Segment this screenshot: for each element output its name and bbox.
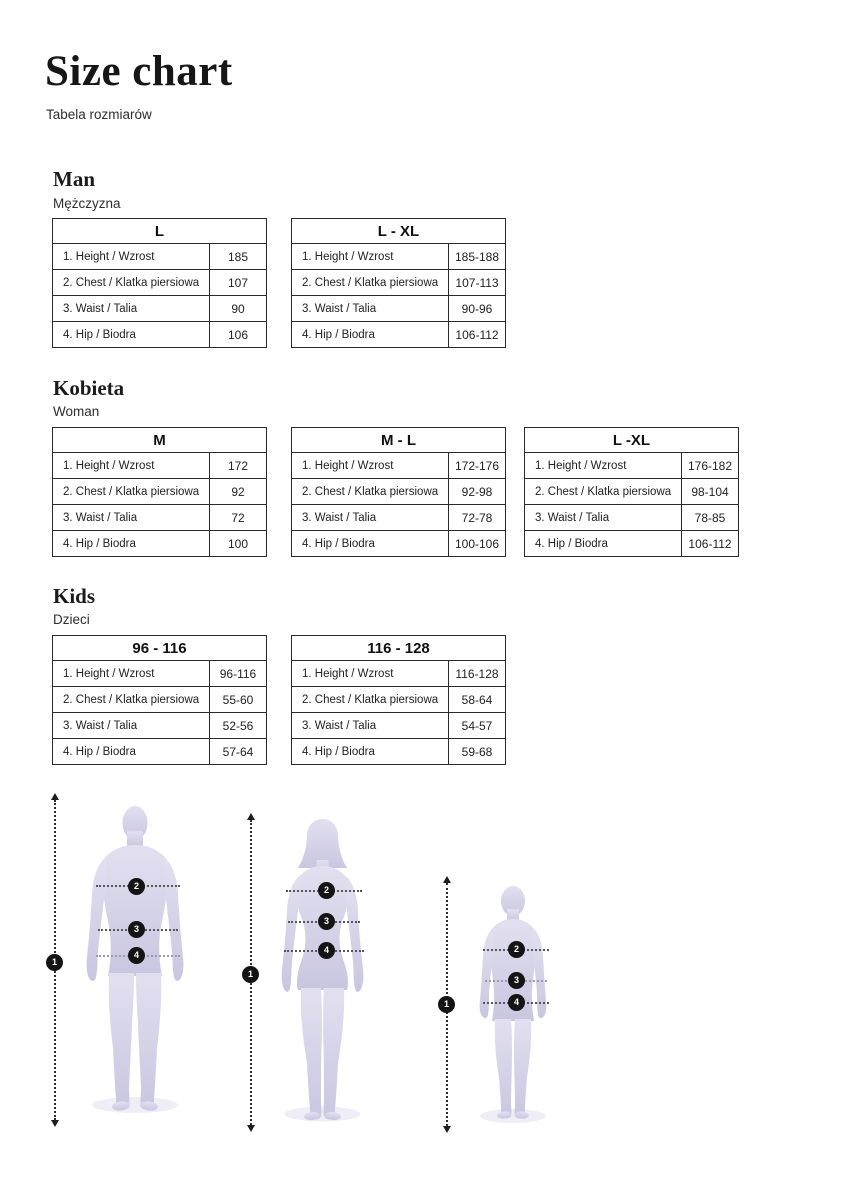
measure-value: 78-85 — [681, 505, 738, 530]
measure-value: 55-60 — [209, 687, 266, 712]
table-row — [53, 531, 266, 556]
table-row — [53, 244, 266, 270]
measure-label: 3. Waist / Talia — [302, 511, 377, 524]
size-table-woman-l-xl — [524, 427, 739, 557]
section-heading-woman: Kobieta — [53, 376, 125, 400]
table-row — [525, 531, 738, 556]
measure-value: 172 — [209, 453, 266, 478]
measure-value: 172-176 — [448, 453, 505, 478]
measure-value: 58-64 — [448, 687, 505, 712]
kid-hip-marker — [508, 994, 525, 1011]
measure-value: 52-56 — [209, 713, 266, 738]
table-row — [292, 687, 505, 713]
measure-value: 176-182 — [681, 453, 738, 478]
table-row — [53, 296, 266, 322]
table-row — [53, 505, 266, 531]
measure-label: 3. Waist / Talia — [302, 302, 377, 315]
measure-label: 3. Waist / Talia — [302, 719, 377, 732]
page-subtitle: Tabela rozmiarów — [46, 107, 152, 122]
measure-value: 107 — [209, 270, 266, 295]
measure-value: 185-188 — [448, 244, 505, 269]
measure-label: 2. Chest / Klatka piersiowa — [63, 485, 200, 498]
table-row — [292, 505, 505, 531]
measure-label: 1. Height / Wzrost — [302, 667, 394, 680]
man-chest-marker — [128, 878, 145, 895]
measure-label: 4. Hip / Biodra — [535, 537, 608, 550]
table-row — [292, 713, 505, 739]
measure-value: 106-112 — [681, 531, 738, 556]
woman-hip-marker — [318, 942, 335, 959]
table-row — [292, 453, 505, 479]
marker-number: 4 — [133, 950, 139, 960]
measure-value: 72 — [209, 505, 266, 530]
kid-height-marker — [438, 996, 455, 1013]
arrow-down-icon — [51, 1120, 59, 1127]
man-waist-marker — [128, 921, 145, 938]
marker-number: 4 — [323, 945, 329, 955]
size-table-man-l-xl — [291, 218, 506, 348]
measure-label: 2. Chest / Klatka piersiowa — [63, 693, 200, 706]
arrow-down-icon — [443, 1126, 451, 1133]
marker-number: 2 — [513, 944, 519, 954]
measure-value: 92-98 — [448, 479, 505, 504]
table-row — [292, 296, 505, 322]
table-row — [53, 270, 266, 296]
kid-waist-marker — [508, 972, 525, 989]
measure-value: 54-57 — [448, 713, 505, 738]
size-table-header: L -XL — [525, 428, 738, 453]
table-row — [292, 322, 505, 347]
table-row — [292, 244, 505, 270]
size-table-header: M - L — [292, 428, 505, 453]
measure-value: 185 — [209, 244, 266, 269]
woman-chest-marker — [318, 882, 335, 899]
measure-value: 106-112 — [448, 322, 505, 347]
measure-label: 4. Hip / Biodra — [63, 745, 136, 758]
marker-number: 2 — [323, 885, 329, 895]
measure-value: 100-106 — [448, 531, 505, 556]
measure-label: 3. Waist / Talia — [63, 719, 138, 732]
arrow-up-icon — [247, 813, 255, 820]
measure-value: 100 — [209, 531, 266, 556]
measure-label: 1. Height / Wzrost — [63, 667, 155, 680]
size-table-woman-m — [52, 427, 267, 557]
table-row — [53, 713, 266, 739]
table-row — [53, 479, 266, 505]
measure-label: 1. Height / Wzrost — [63, 459, 155, 472]
size-table-kids-116-128 — [291, 635, 506, 765]
measure-label: 4. Hip / Biodra — [63, 328, 136, 341]
measure-label: 2. Chest / Klatka piersiowa — [535, 485, 672, 498]
man-height-marker — [46, 954, 63, 971]
size-table-header: 116 - 128 — [292, 636, 505, 661]
measure-value: 96-116 — [209, 661, 266, 686]
marker-number: 4 — [513, 997, 519, 1007]
marker-number: 3 — [133, 924, 139, 934]
table-row — [292, 661, 505, 687]
woman-height-marker — [242, 966, 259, 983]
table-row — [53, 661, 266, 687]
marker-number: 3 — [513, 975, 519, 985]
arrow-down-icon — [247, 1125, 255, 1132]
table-row — [53, 739, 266, 764]
marker-number: 1 — [443, 999, 449, 1009]
section-subheading-woman: Woman — [53, 404, 100, 419]
section-subheading-man: Mężczyzna — [53, 196, 121, 211]
size-table-woman-m-l — [291, 427, 506, 557]
section-subheading-kids: Dzieci — [53, 612, 90, 627]
table-row — [292, 479, 505, 505]
measure-label: 1. Height / Wzrost — [63, 250, 155, 263]
marker-number: 3 — [323, 916, 329, 926]
table-row — [525, 479, 738, 505]
measurement-figures — [0, 780, 848, 1200]
measure-value: 57-64 — [209, 739, 266, 764]
measure-value: 90-96 — [448, 296, 505, 321]
page-title: Size chart — [45, 48, 233, 95]
measure-label: 4. Hip / Biodra — [302, 537, 375, 550]
woman-waist-marker — [318, 913, 335, 930]
size-table-header: M — [53, 428, 266, 453]
table-row — [53, 453, 266, 479]
section-heading-man: Man — [53, 167, 95, 191]
measure-label: 1. Height / Wzrost — [535, 459, 627, 472]
table-row — [53, 687, 266, 713]
measure-value: 116-128 — [448, 661, 505, 686]
marker-number: 1 — [247, 969, 253, 979]
measure-value: 59-68 — [448, 739, 505, 764]
table-row — [292, 531, 505, 556]
table-row — [292, 739, 505, 764]
section-heading-kids: Kids — [53, 584, 96, 608]
measure-label: 4. Hip / Biodra — [63, 537, 136, 550]
arrow-up-icon — [443, 876, 451, 883]
arrow-up-icon — [51, 793, 59, 800]
measure-label: 2. Chest / Klatka piersiowa — [302, 276, 439, 289]
measure-value: 72-78 — [448, 505, 505, 530]
table-row — [525, 505, 738, 531]
measure-value: 107-113 — [448, 270, 505, 295]
measure-value: 92 — [209, 479, 266, 504]
size-table-man-l — [52, 218, 267, 348]
man-hip-marker — [128, 947, 145, 964]
measure-value: 106 — [209, 322, 266, 347]
measure-label: 2. Chest / Klatka piersiowa — [63, 276, 200, 289]
measure-label: 3. Waist / Talia — [63, 302, 138, 315]
table-row — [53, 322, 266, 347]
measure-value: 90 — [209, 296, 266, 321]
measure-label: 3. Waist / Talia — [535, 511, 610, 524]
size-table-kids-96-116 — [52, 635, 267, 765]
size-table-header: L - XL — [292, 219, 505, 244]
measure-value: 98-104 — [681, 479, 738, 504]
marker-number: 2 — [133, 881, 139, 891]
measure-label: 1. Height / Wzrost — [302, 459, 394, 472]
measure-label: 3. Waist / Talia — [63, 511, 138, 524]
table-row — [525, 453, 738, 479]
woman-silhouette-icon — [275, 818, 370, 1123]
kid-chest-marker — [508, 941, 525, 958]
measure-label: 2. Chest / Klatka piersiowa — [302, 485, 439, 498]
measure-label: 1. Height / Wzrost — [302, 250, 394, 263]
size-table-header: 96 - 116 — [53, 636, 266, 661]
size-table-header: L — [53, 219, 266, 244]
measure-label: 4. Hip / Biodra — [302, 745, 375, 758]
measure-label: 4. Hip / Biodra — [302, 328, 375, 341]
measure-label: 2. Chest / Klatka piersiowa — [302, 693, 439, 706]
table-row — [292, 270, 505, 296]
marker-number: 1 — [51, 957, 57, 967]
